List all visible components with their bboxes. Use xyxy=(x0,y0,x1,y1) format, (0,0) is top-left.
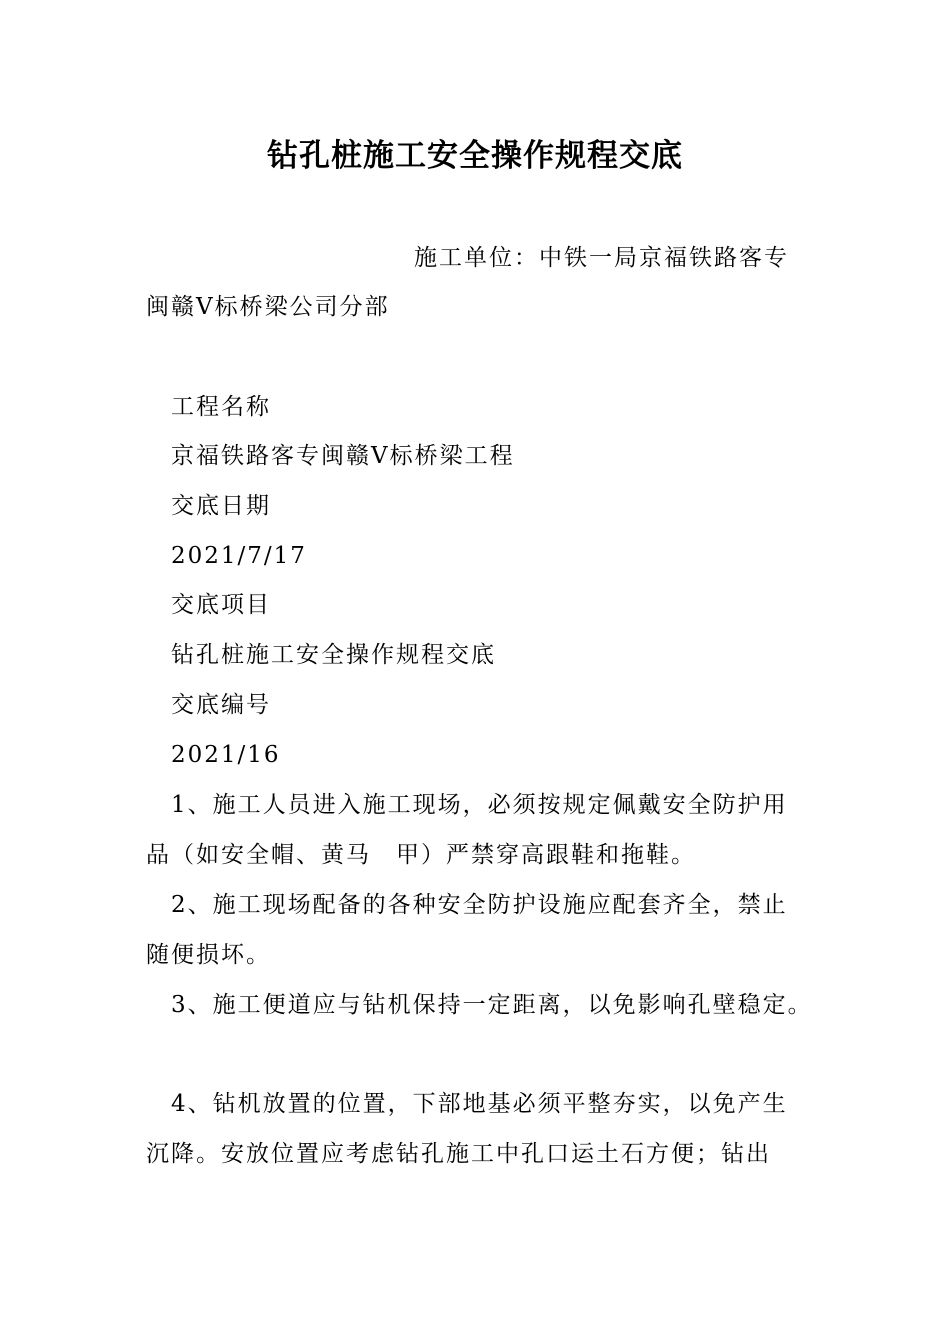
item-4-line-1: 4、钻机放置的位置，下部地基必须平整夯实，以免产生 xyxy=(171,1091,788,1117)
item-2-line-2: 随便损坏。 xyxy=(146,942,271,968)
construction-unit-line-2: 闽赣Ⅴ标桥梁公司分部 xyxy=(146,294,390,320)
field-label-project-name: 工程名称 xyxy=(171,394,271,420)
field-label-item: 交底项目 xyxy=(171,592,271,618)
field-value-number: 2021/16 xyxy=(171,742,281,768)
field-value-date: 2021/7/17 xyxy=(171,543,307,569)
item-2-line-1: 2、施工现场配备的各种安全防护设施应配套齐全，禁止 xyxy=(171,892,788,918)
document-title: 钻孔桩施工安全操作规程交底 xyxy=(267,138,683,174)
item-1-line-2: 品（如安全帽、黄马 甲）严禁穿高跟鞋和拖鞋。 xyxy=(146,842,696,868)
construction-unit-line-1: 施工单位：中铁一局京福铁路客专 xyxy=(414,245,789,271)
field-value-project-name: 京福铁路客专闽赣Ⅴ标桥梁工程 xyxy=(171,443,515,469)
field-label-number: 交底编号 xyxy=(171,692,271,718)
item-3-line-1: 3、施工便道应与钻机保持一定距离，以免影响孔壁稳定。 xyxy=(171,992,813,1018)
item-4-line-2: 沉降。安放位置应考虑钻孔施工中孔口运土石方便；钻出 xyxy=(146,1141,771,1167)
field-value-item: 钻孔桩施工安全操作规程交底 xyxy=(171,642,496,668)
item-1-line-1: 1、施工人员进入施工现场，必须按规定佩戴安全防护用 xyxy=(171,792,788,818)
field-label-date: 交底日期 xyxy=(171,493,271,519)
